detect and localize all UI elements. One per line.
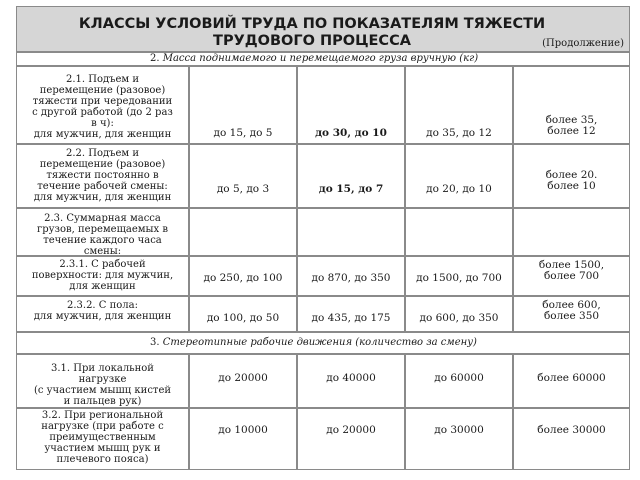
row-3-1-class-3: до 60000 [434, 372, 484, 384]
row-2-1-class-1: до 15, до 5 [213, 127, 273, 139]
row-2-2-class-3: до 20, до 10 [426, 183, 492, 195]
row-2-3-2-class-2: до 435, до 175 [311, 312, 391, 324]
row-2-2-class-2: до 15, до 7 [318, 183, 384, 195]
table-cell [189, 408, 297, 470]
section-3-title [150, 337, 477, 348]
table-cell [189, 208, 297, 256]
table-cell [513, 208, 630, 256]
section-3-text: Стереотипные рабочие движения (количество за смену) [162, 337, 477, 348]
table-cell [513, 408, 630, 470]
row-2-1-class-2: до 30, до 10 [315, 127, 387, 139]
row-3-1-label: 3.1. При локальной нагрузке (с участием мышц кистей и пальцев рук) [33, 363, 172, 407]
page-title: КЛАССЫ УСЛОВИЙ ТРУДА ПО ПОКАЗАТЕЛЯМ ТЯЖЕСТИ ТРУДОВОГО ПРОЦЕССА [78, 16, 546, 49]
row-2-1-class-3: до 35, до 12 [426, 127, 492, 139]
row-2-3-1-class-1: до 250, до 100 [203, 272, 283, 284]
row-2-3-1-class-2: до 870, до 350 [311, 272, 391, 284]
table-cell [405, 144, 513, 208]
section-3-number: 3. [150, 337, 160, 348]
table-cell [405, 208, 513, 256]
row-2-3-2-class-3: до 600, до 350 [419, 312, 499, 324]
table-cell [297, 144, 405, 208]
row-2-1-class-4: более 35, более 12 [545, 114, 598, 137]
section-2-text: Масса поднимаемого и перемещаемого груза вручную (кг) [162, 53, 479, 64]
row-3-2-class-1: до 10000 [218, 424, 268, 436]
section-2-title [150, 53, 478, 64]
table-cell [189, 144, 297, 208]
row-2-2-class-1: до 5, до 3 [216, 183, 270, 195]
row-3-2-class-3: до 30000 [434, 424, 484, 436]
table-cell [405, 408, 513, 470]
section-2-number: 2. [150, 53, 160, 64]
row-3-1-class-4: более 60000 [537, 372, 606, 384]
row-2-3-2-class-1: до 100, до 50 [206, 312, 280, 324]
continuation-note: (Продолжение) [542, 38, 624, 49]
row-2-3-2-class-4: более 600, более 350 [542, 299, 601, 322]
table-cell [297, 408, 405, 470]
row-2-3-1-class-4: более 1500, более 700 [538, 259, 605, 282]
row-3-2-label: 3.2. При региональной нагрузке (при работе с преимущественным участием мышц рук и плечевого пояса) [41, 410, 164, 465]
row-3-1-class-1: до 20000 [218, 372, 268, 384]
row-2-3-1-class-3: до 1500, до 700 [416, 272, 502, 284]
row-2-3-label: 2.3. Суммарная масса грузов, перемещаемых в течение каждого часа смены: [37, 213, 168, 257]
row-3-1-class-2: до 40000 [326, 372, 376, 384]
row-2-3-2-label: 2.3.2. С пола: для мужчин, для женщин [33, 300, 172, 322]
table-cell [297, 208, 405, 256]
row-2-1-label: 2.1. Подъем и перемещение (разовое) тяжести при чередовании с другой работой (до 2 раз в ч): для мужчин, для женщин [32, 74, 173, 140]
row-2-2-label: 2.2. Подъем и перемещение (разовое) тяжести постоянно в течение рабочей смены: для мужчин, для женщин [33, 148, 172, 203]
row-2-2-class-4: более 20. более 10 [545, 169, 598, 192]
row-2-3-1-label: 2.3.1. С рабочей поверхности: для мужчин, для женщин [31, 259, 174, 292]
row-3-2-class-4: более 30000 [537, 424, 606, 436]
row-3-2-class-2: до 20000 [326, 424, 376, 436]
